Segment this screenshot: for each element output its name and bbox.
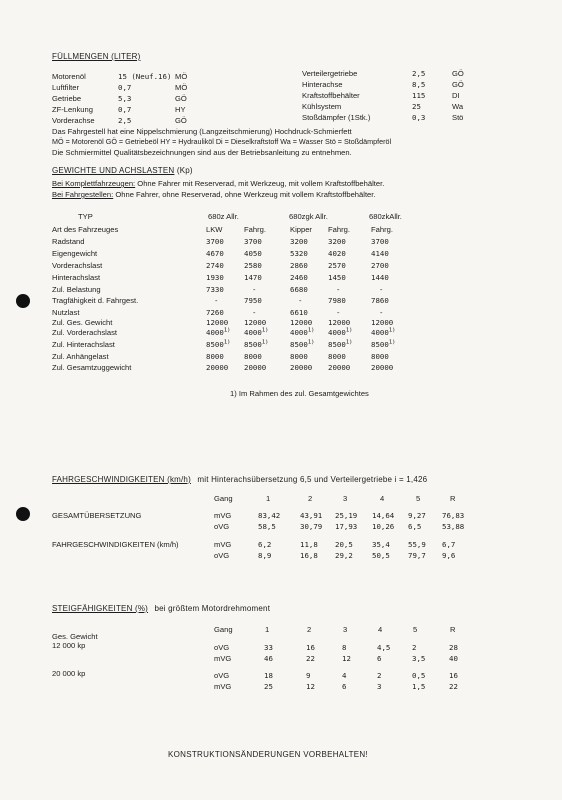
speed-cell: 9,27 [408,511,426,520]
weights-subheader: Fahrg. [244,225,266,234]
fill-left-value: 5,3 [118,94,132,103]
weights-cell [206,274,224,282]
weights-def-1-text: Ohne Fahrer mit Reserverad, mit Werkzeug, mit vollem Kraftstoffbehälter. [137,179,385,188]
speed-gear-header: 3 [343,494,348,503]
weights-subheader: LKW [206,225,223,234]
weights-cell [206,353,224,361]
fill-right-code: GÖ [452,80,464,89]
weights-row-label: Radstand [52,237,85,246]
weights-group-3: 680zkAllr. [369,212,402,221]
weights-cell-value: 20000 [244,363,267,372]
climb-row-label: 12 000 kp [52,641,86,650]
weights-cell [371,262,389,270]
climb-cell: 22 [449,682,458,691]
weights-cell-value: 12000 [371,318,394,327]
footnote-marker: 1) [388,327,396,334]
weights-cell-value: 8000 [328,352,346,361]
weights-cell-value: - [252,285,257,294]
speed-cell: 53,88 [442,522,465,531]
weights-cell [206,364,228,372]
speed-gear-header: 4 [380,494,385,503]
climb-cell: 2 [412,643,417,652]
speed-gear-header: 5 [416,494,421,503]
weights-title [52,166,193,175]
climb-gear-header: 2 [307,625,312,634]
weights-cell [290,238,308,246]
weights-cell [290,250,308,258]
climb-mode: mVG [214,654,232,663]
fill-right-value: 115 [412,91,426,100]
fill-right-value: 8,5 [412,80,426,89]
weights-cell-value: 6680 [290,285,308,294]
speed-row-label: GESAMTÜBERSETZUNG [52,511,142,520]
weights-art: Art des Fahrzeuges [52,225,119,234]
weights-def-2-text: Ohne Fahrer, ohne Reserverad, ohne Werkzeug mit vollem Kraftstoffbehälter. [115,190,376,199]
weights-cell [371,238,389,246]
speed-cell: 17,93 [335,522,358,531]
weights-cell-value: 3700 [206,237,224,246]
weights-cell-value: 2700 [371,261,389,270]
weights-cell-value: 2580 [244,261,262,270]
fill-right-code: DI [452,91,460,100]
weights-cell-value: - [379,285,384,294]
weights-cell [244,238,262,246]
weights-row-label: Zul. Gesamtzuggewicht [52,363,132,372]
climb-cell: 46 [264,654,273,663]
climb-subtitle: bei größtem Motordrehmoment [154,604,271,613]
weights-cell [206,238,224,246]
speed-cell: 35,4 [372,540,390,549]
weights-cell [206,341,230,349]
weights-cell [290,286,308,294]
weights-cell-value: - [379,308,384,317]
speed-cell: 10,26 [372,522,395,531]
speed-mode: oVG [214,551,230,560]
weights-cell-value: 3200 [290,237,308,246]
weights-cell [290,364,312,372]
footer-note: KONSTRUKTIONSÄNDERUNGEN VORBEHALTEN! [168,750,369,759]
weights-cell-value: 8500 [290,340,308,349]
weights-cell [379,309,383,317]
fill-left-value: 0,7 [118,105,132,114]
footnote-marker: 1) [307,339,315,346]
fill-title: FÜLLMENGEN (LITER) [52,52,141,61]
fill-left-value: 15 (Neuf.16) [118,72,172,81]
weights-cell-value: 7330 [206,285,224,294]
climb-cell: 2 [377,671,382,680]
fill-right-label: Kühlsystem [302,102,342,111]
footnote-marker: 1) [261,327,269,334]
climb-cell: 4 [342,671,347,680]
weights-cell [244,319,266,327]
climb-cell: 18 [264,671,273,680]
fill-right-label: Kraftstoffbehälter [302,91,360,100]
weights-cell-value: 8000 [290,352,308,361]
climb-cell: 0,5 [412,671,426,680]
fill-left-code: MÖ [175,72,188,81]
weights-cell [371,319,393,327]
weights-cell [290,309,308,317]
speed-cell: 76,83 [442,511,465,520]
climb-cell: 22 [306,654,315,663]
weights-cell-value: 7860 [371,296,389,305]
speed-cell: 50,5 [372,551,390,560]
speed-cell: 14,64 [372,511,395,520]
climb-cell: 6 [377,654,382,663]
weights-cell [244,274,262,282]
speed-mode: oVG [214,522,230,531]
speed-mode: mVG [214,511,232,520]
weights-cell-value: 4000 [328,328,346,337]
fill-left-value: 0,7 [118,83,132,92]
weights-cell [379,286,383,294]
climb-gear-header: R [450,625,456,634]
weights-cell [290,341,314,349]
fill-left-code: GÖ [175,116,187,125]
speed-mode: mVG [214,540,232,549]
weights-cell [244,297,262,305]
climb-gear-header: 3 [343,625,348,634]
speed-cell: 6,7 [442,540,456,549]
climb-cell: 4,5 [377,643,391,652]
climb-title [52,604,270,613]
climb-gang-label: Gang [214,625,233,634]
weights-cell [290,319,312,327]
fill-left-code: GÖ [175,94,187,103]
weights-cell [371,250,389,258]
climb-cell: 12 [306,682,315,691]
speed-cell: 16,8 [300,551,318,560]
fill-left-label: ZF-Lenkung [52,105,93,114]
weights-cell [328,319,350,327]
fill-right-value: 25 [412,102,421,111]
speed-title [52,475,427,484]
climb-cell: 33 [264,643,273,652]
climb-cell: 16 [449,671,458,680]
climb-cell: 25 [264,682,273,691]
weights-group-2: 680zgk Allr. [289,212,328,221]
weights-cell [328,274,346,282]
footnote-marker: 1) [223,339,231,346]
speed-cell: 79,7 [408,551,426,560]
fill-right-label: Verteilergetriebe [302,69,358,78]
fill-right-code: Wa [452,102,464,111]
weights-cell [371,353,389,361]
fill-right-label: Hinterachse [302,80,343,89]
weights-cell-value: 12000 [328,318,351,327]
footnote-marker: 1) [388,339,396,346]
speed-cell: 20,5 [335,540,353,549]
weights-group-1: 680z Allr. [208,212,239,221]
weights-cell-value: 8500 [206,340,224,349]
weights-cell-value: 4000 [206,328,224,337]
speed-subtitle: mit Hinterachsübersetzung 6,5 und Verteilergetriebe i = 1,426 [197,475,428,484]
fill-note-2: MÖ = Motorenöl GÖ = Getriebeöl HY = Hydrauliköl Di = Dieselkraftstoff Wa = Wasser Stö = Stoßdämpferöl [52,137,392,146]
weights-title-text: GEWICHTE UND ACHSLASTEN [52,166,175,175]
weights-cell-value: 8500 [371,340,389,349]
weights-cell-value: - [252,308,257,317]
weights-cell-value: 8000 [244,352,262,361]
weights-def-1 [52,179,384,188]
weights-cell-value: 7260 [206,308,224,317]
climb-cell: 9 [306,671,311,680]
fill-left-value: 2,5 [118,116,132,125]
weights-cell [328,262,346,270]
weights-cell-value: - [214,296,219,305]
weights-cell [328,341,352,349]
climb-mode: oVG [214,671,230,680]
footnote-marker: 1) [307,327,315,334]
speed-cell: 6,5 [408,522,422,531]
speed-gang-label: Gang [214,494,233,503]
fill-note-1: Das Fahrgestell hat eine Nippelschmierung (Langzeitschmierung) Hochdruck-Schmierfett [52,127,352,136]
speed-gear-header: 2 [308,494,313,503]
climb-cell: 1,5 [412,682,426,691]
weights-cell-value: 4140 [371,249,389,258]
weights-cell-value: 1440 [371,273,389,282]
weights-cell [244,364,266,372]
weights-footnote: 1) Im Rahmen des zul. Gesamtgewichtes [230,389,369,398]
weights-cell-value: - [336,308,341,317]
weights-cell-value: 12000 [244,318,267,327]
speed-cell: 25,19 [335,511,358,520]
speed-cell: 11,8 [300,540,318,549]
weights-cell-value: 4000 [244,328,262,337]
weights-cell-value: 8500 [328,340,346,349]
speed-cell: 6,2 [258,540,272,549]
climb-row-label: 20 000 kp [52,669,86,678]
weights-cell-value: 2570 [328,261,346,270]
fill-left-code: HY [175,105,186,114]
footnote-marker: 1) [345,339,353,346]
fill-left-label: Motorenöl [52,72,86,81]
weights-typ: TYP [78,212,93,221]
fill-right-value: 0,3 [412,113,426,122]
speed-gear-header: 1 [266,494,271,503]
weights-row-label: Nutzlast [52,308,80,317]
fill-right-label: Stoßdämpfer (1Stk.) [302,113,371,122]
weights-cell-value: 12000 [206,318,229,327]
weights-cell [371,274,389,282]
weights-cell-value: 20000 [328,363,351,372]
climb-cell: 16 [306,643,315,652]
weights-cell-value: 3700 [244,237,262,246]
climb-gear-header: 4 [378,625,383,634]
speed-cell: 30,79 [300,522,323,531]
weights-cell-value: 7980 [328,296,346,305]
weights-cell [252,309,256,317]
weights-cell-value: 8000 [206,352,224,361]
climb-gear-header: 1 [265,625,270,634]
climb-gear-header: 5 [413,625,418,634]
weights-cell-value: 20000 [371,363,394,372]
weights-cell [252,286,256,294]
climb-cell: 12 [342,654,351,663]
weights-subheader: Fahrg. [328,225,350,234]
weights-cell [206,286,224,294]
weights-cell-value: 20000 [206,363,229,372]
weights-cell-value: 2860 [290,261,308,270]
climb-cell: 40 [449,654,458,663]
speed-cell: 43,91 [300,511,323,520]
climb-title-text: STEIGFÄHIGKEITEN (%) [52,604,149,613]
weights-cell [336,286,340,294]
fill-note-3: Die Schmiermittel Qualitätsbezeichnungen sind aus der Betriebsanleitung zu entnehmen. [52,148,352,157]
weights-row-label: Eigengewicht [52,249,98,258]
weights-cell [244,353,262,361]
speed-title-text: FAHRGESCHWINDIGKEITEN (km/h) [52,475,191,484]
weights-cell-value: 20000 [290,363,313,372]
weights-cell-value: 1450 [328,273,346,282]
weights-row-label: Vorderachslast [52,261,103,270]
weights-cell-value: 4000 [371,328,389,337]
weights-cell-value: - [298,296,303,305]
weights-cell [206,319,228,327]
weights-cell-value: 6610 [290,308,308,317]
footnote-marker: 1) [223,327,231,334]
weights-cell [244,341,268,349]
weights-cell-value: 4050 [244,249,262,258]
weights-cell-value: - [336,285,341,294]
weights-cell [371,329,395,337]
fill-right-code: Stö [452,113,464,122]
speed-cell: 58,5 [258,522,276,531]
weights-cell [328,329,352,337]
weights-def-2 [52,190,376,199]
speed-cell: 83,42 [258,511,281,520]
speed-cell: 9,6 [442,551,456,560]
weights-cell [328,250,346,258]
weights-cell-value: 1470 [244,273,262,282]
weights-cell-value: 4000 [290,328,308,337]
weights-cell [244,250,262,258]
climb-cell: 8 [342,643,347,652]
weights-row-label: Zul. Belastung [52,285,101,294]
speed-cell: 8,9 [258,551,272,560]
weights-unit: (Kp) [176,166,193,175]
weights-cell [206,329,230,337]
footnote-marker: 1) [261,339,269,346]
weights-row-label: Tragfähigkeit d. Fahrgest. [52,296,139,305]
climb-cell: 3,5 [412,654,426,663]
weights-cell-value: 5320 [290,249,308,258]
weights-cell [328,297,346,305]
weights-cell [371,341,395,349]
weights-cell-value: 12000 [290,318,313,327]
climb-cell: 28 [449,643,458,652]
weights-cell [298,297,302,305]
weights-subheader: Kipper [290,225,312,234]
weights-cell-value: 3200 [328,237,346,246]
weights-cell [290,353,308,361]
climb-mode: oVG [214,643,230,652]
fill-left-label: Getriebe [52,94,82,103]
weights-row-label: Zul. Ges. Gewicht [52,318,113,327]
weights-cell-value: 8500 [244,340,262,349]
weights-cell [328,353,346,361]
weights-row-label: Hinterachslast [52,273,101,282]
climb-cell: 6 [342,682,347,691]
weights-cell-value: 3700 [371,237,389,246]
punch-hole-top [16,294,30,308]
weights-def-1-label: Bei Komplettfahrzeugen: [52,179,136,188]
fill-left-label: Luftfilter [52,83,80,92]
fill-right-code: GÖ [452,69,464,78]
weights-row-label: Zul. Hinterachslast [52,340,115,349]
fill-left-code: MÖ [175,83,188,92]
climb-ges-label: Ges. Gewicht [52,632,98,641]
speed-gear-header: R [450,494,456,503]
weights-subheader: Fahrg. [371,225,393,234]
climb-mode: mVG [214,682,232,691]
speed-row-label: FAHRGESCHWINDIGKEITEN (km/h) [52,540,179,549]
weights-cell [214,297,218,305]
weights-cell [206,309,224,317]
speed-cell: 55,9 [408,540,426,549]
weights-cell [290,329,314,337]
fill-left-label: Vorderachse [52,116,95,125]
weights-cell [328,364,350,372]
weights-row-label: Zul. Vorderachslast [52,328,117,337]
weights-cell [371,297,389,305]
weights-cell [336,309,340,317]
weights-cell-value: 2460 [290,273,308,282]
weights-cell-value: 1930 [206,273,224,282]
punch-hole-bottom [16,507,30,521]
weights-cell-value: 2740 [206,261,224,270]
weights-cell [371,364,393,372]
climb-cell: 3 [377,682,382,691]
weights-row-label: Zul. Anhängelast [52,352,109,361]
weights-cell [328,238,346,246]
weights-cell [244,329,268,337]
weights-cell-value: 4670 [206,249,224,258]
weights-cell [206,262,224,270]
weights-cell-value: 7950 [244,296,262,305]
weights-cell [206,250,224,258]
weights-cell [290,262,308,270]
weights-cell [244,262,262,270]
weights-cell-value: 4020 [328,249,346,258]
weights-def-2-label: Bei Fahrgestellen: [52,190,114,199]
weights-cell-value: 8000 [371,352,389,361]
weights-cell [290,274,308,282]
speed-cell: 29,2 [335,551,353,560]
fill-right-value: 2,5 [412,69,426,78]
footnote-marker: 1) [345,327,353,334]
